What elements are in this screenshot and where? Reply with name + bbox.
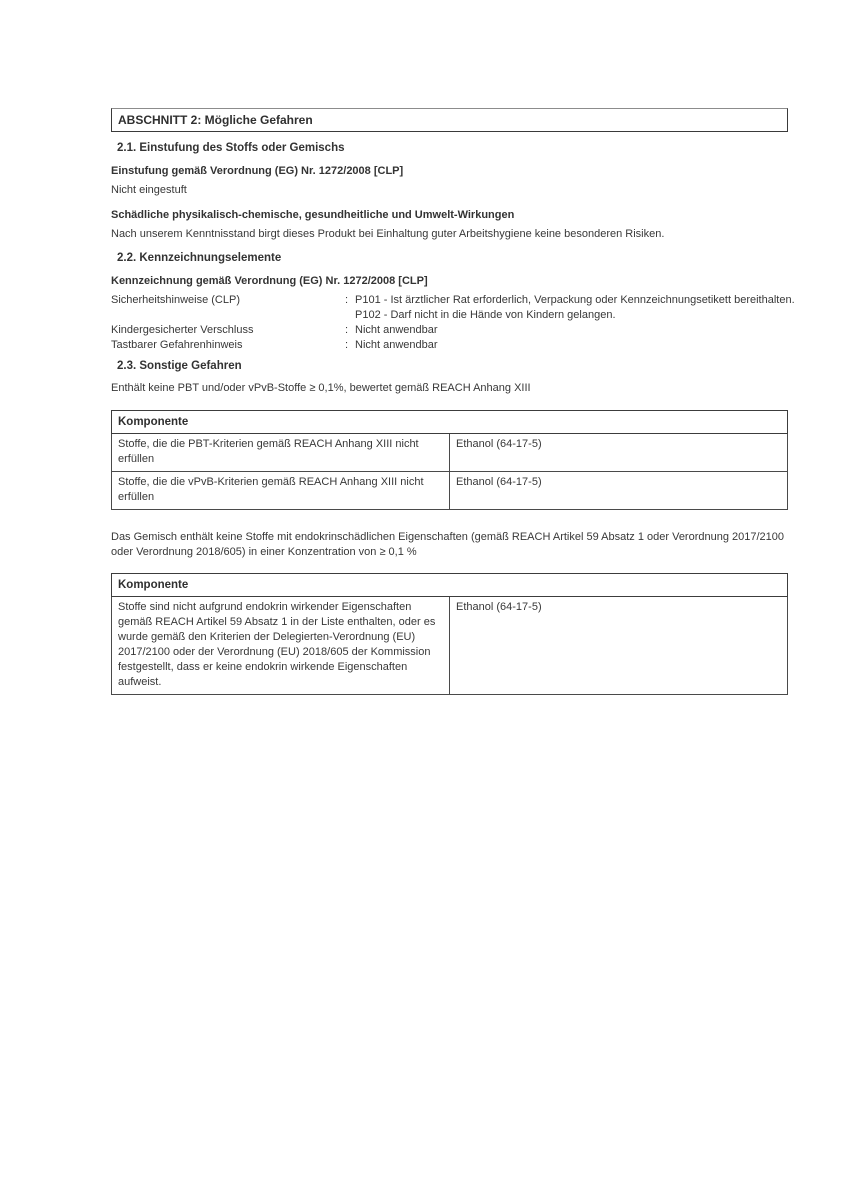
page-content xyxy=(111,108,795,695)
component-cell: Ethanol (64-17-5) xyxy=(450,597,788,695)
classification-value: Nicht eingestuft xyxy=(111,184,187,196)
field-label: Kindergesicherter Verschluss xyxy=(111,324,254,336)
adverse-effects-text: Nach unserem Kenntnisstand birgt dieses Produkt bei Einhaltung guter Arbeitshygiene keine besonderen Risiken. xyxy=(111,228,665,240)
field-colon: : xyxy=(345,324,349,336)
endocrine-statement: Das Gemisch enthält keine Stoffe mit endokrinschädlichen Eigenschaften (gemäß REACH Artikel 59 Absatz 1 oder Verordnung 2017/2100 oder Verordnung 2018/605) in einer Konzentration von ≥ 0,1 % xyxy=(111,531,785,558)
field-label: Sicherheitshinweise (CLP) xyxy=(111,294,240,306)
field-row-safety-statements xyxy=(111,293,795,323)
table-header-komponente: Komponente xyxy=(112,411,788,434)
labelling-fields xyxy=(111,293,795,353)
table-row xyxy=(112,434,788,472)
field-values xyxy=(355,293,795,323)
section-2-header: ABSCHNITT 2: Mögliche Gefahren xyxy=(111,108,788,132)
classification-heading: Einstufung gemäß Verordnung (EG) Nr. 1272/2008 [CLP] xyxy=(111,165,404,177)
table-row xyxy=(112,472,788,510)
subsection-2-1-title: 2.1. Einstufung des Stoffs oder Gemischs xyxy=(117,142,345,154)
criteria-cell: Stoffe, die die PBT-Kriterien gemäß REACH Anhang XIII nicht erfüllen xyxy=(112,434,450,472)
table-header-komponente: Komponente xyxy=(112,574,788,597)
subsection-2-3-title: 2.3. Sonstige Gefahren xyxy=(117,360,242,372)
component-cell: Ethanol (64-17-5) xyxy=(450,434,788,472)
field-value-line: P101 - Ist ärztlicher Rat erforderlich, Verpackung oder Kennzeichnungsetikett bereithalten. xyxy=(355,294,795,306)
table-header-row xyxy=(112,411,788,434)
table-row xyxy=(112,597,788,695)
criteria-cell: Stoffe, die die vPvB-Kriterien gemäß REACH Anhang XIII nicht erfüllen xyxy=(112,472,450,510)
field-row-child-resistant-closure xyxy=(111,323,788,338)
field-values xyxy=(355,323,788,338)
table-header-row xyxy=(112,574,788,597)
field-colon: : xyxy=(345,294,349,306)
field-values xyxy=(355,338,788,353)
criteria-cell: Stoffe sind nicht aufgrund endokrin wirkender Eigenschaften gemäß REACH Artikel 59 Absatz 1 in der Liste enthalten, oder es wurde gemäß den Kriterien der Delegierten-Verordnung (EU) 2017/2100 oder der Verordnung (EU) 2018/605 der Kommission festgestellt, dass er keine endokrin wirkende Eigenschaften aufweist. xyxy=(112,597,450,695)
pbt-vpvb-component-table xyxy=(111,410,788,510)
field-value-line: Nicht anwendbar xyxy=(355,339,438,351)
endocrine-component-table xyxy=(111,573,788,695)
component-cell: Ethanol (64-17-5) xyxy=(450,472,788,510)
field-value-line: P102 - Darf nicht in die Hände von Kindern gelangen. xyxy=(355,309,616,321)
field-label: Tastbarer Gefahrenhinweis xyxy=(111,339,243,351)
labelling-heading: Kennzeichnung gemäß Verordnung (EG) Nr. 1272/2008 [CLP] xyxy=(111,275,428,287)
adverse-effects-heading: Schädliche physikalisch-chemische, gesundheitliche und Umwelt-Wirkungen xyxy=(111,209,515,221)
field-value-line: Nicht anwendbar xyxy=(355,324,438,336)
field-row-tactile-warning xyxy=(111,338,788,353)
pbt-statement: Enthält keine PBT und/oder vPvB-Stoffe ≥ 0,1%, bewertet gemäß REACH Anhang XIII xyxy=(111,382,531,394)
field-colon: : xyxy=(345,339,349,351)
subsection-2-2-title: 2.2. Kennzeichnungselemente xyxy=(117,252,282,264)
